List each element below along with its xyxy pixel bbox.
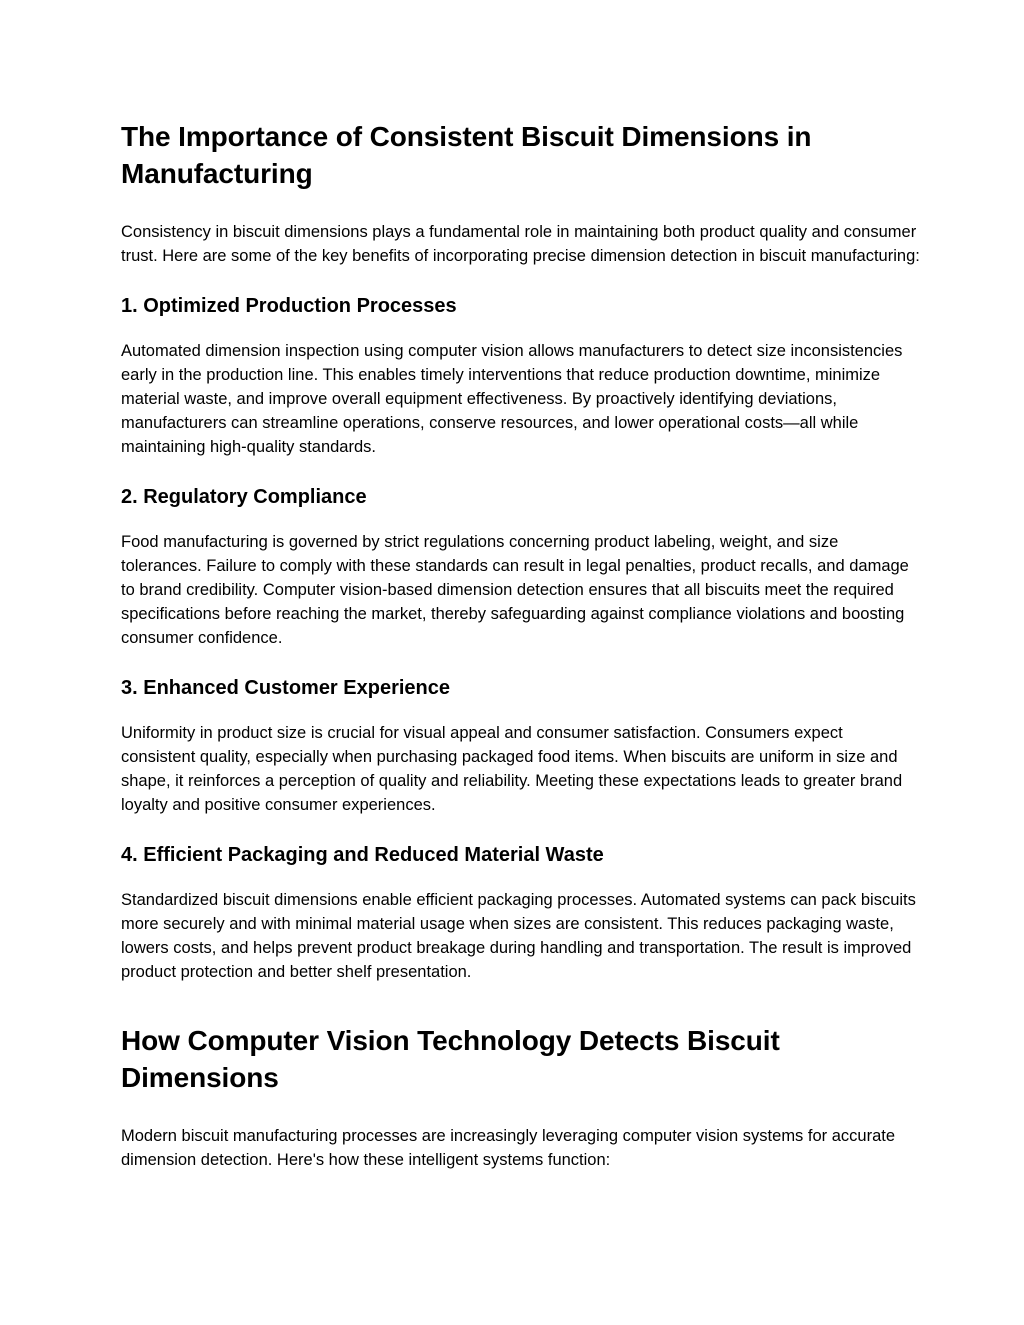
heading-importance: The Importance of Consistent Biscuit Dimensions in Manufacturing [121, 121, 812, 189]
document-page [121, 118, 921, 1197]
section-heading-packaging: 4. Efficient Packaging and Reduced Material Waste [121, 844, 604, 866]
section-body-packaging: Standardized biscuit dimensions enable efficient packaging processes. Automated systems can pack biscuits more securely and with minimal material usage when sizes are consistent. This reduces packaging waste, lowers costs, and helps prevent product breakage during handling and transportation. The result is improved product protection and better shelf presentation. [121, 891, 916, 981]
section-heading-production: 1. Optimized Production Processes [121, 295, 457, 317]
section-heading-customer: 3. Enhanced Customer Experience [121, 677, 451, 699]
intro-paragraph: Consistency in biscuit dimensions plays a fundamental role in maintaining both product quality and consumer trust. Here are some of the key benefits of incorporating precise dimension detection in biscuit manufacturing: [121, 223, 920, 265]
closing-paragraph: Modern biscuit manufacturing processes are increasingly leveraging computer vision systems for accurate dimension detection. Here's how these intelligent systems function: [121, 1127, 896, 1169]
section-body-compliance: Food manufacturing is governed by strict regulations concerning product labeling, weight, and size tolerances. Failure to comply with these standards can result in legal penalties, product recalls, and damage to brand credibility. Computer vision-based dimension detection ensures that all biscuits meet the required specifications before reaching the market, thereby safeguarding against compliance violations and boosting consumer confidence. [121, 533, 909, 647]
section-heading-compliance: 2. Regulatory Compliance [121, 486, 367, 508]
section-body-production: Automated dimension inspection using computer vision allows manufacturers to detect size inconsistencies early in the production line. This enables timely interventions that reduce production downtime, minimize material waste, and improve overall equipment effectiveness. By proactively identifying deviations, manufacturers can streamline operations, conserve resources, and lower operational costs—all while maintaining high-quality standards. [121, 342, 903, 456]
section-body-customer: Uniformity in product size is crucial for visual appeal and consumer satisfaction. Consumers expect consistent quality, especially when purchasing packaged food items. When biscuits are uniform in size and shape, it reinforces a perception of quality and reliability. Meeting these expectations leads to greater brand loyalty and positive consumer experiences. [121, 724, 903, 814]
heading-computer-vision: How Computer Vision Technology Detects Biscuit Dimensions [121, 1025, 780, 1093]
